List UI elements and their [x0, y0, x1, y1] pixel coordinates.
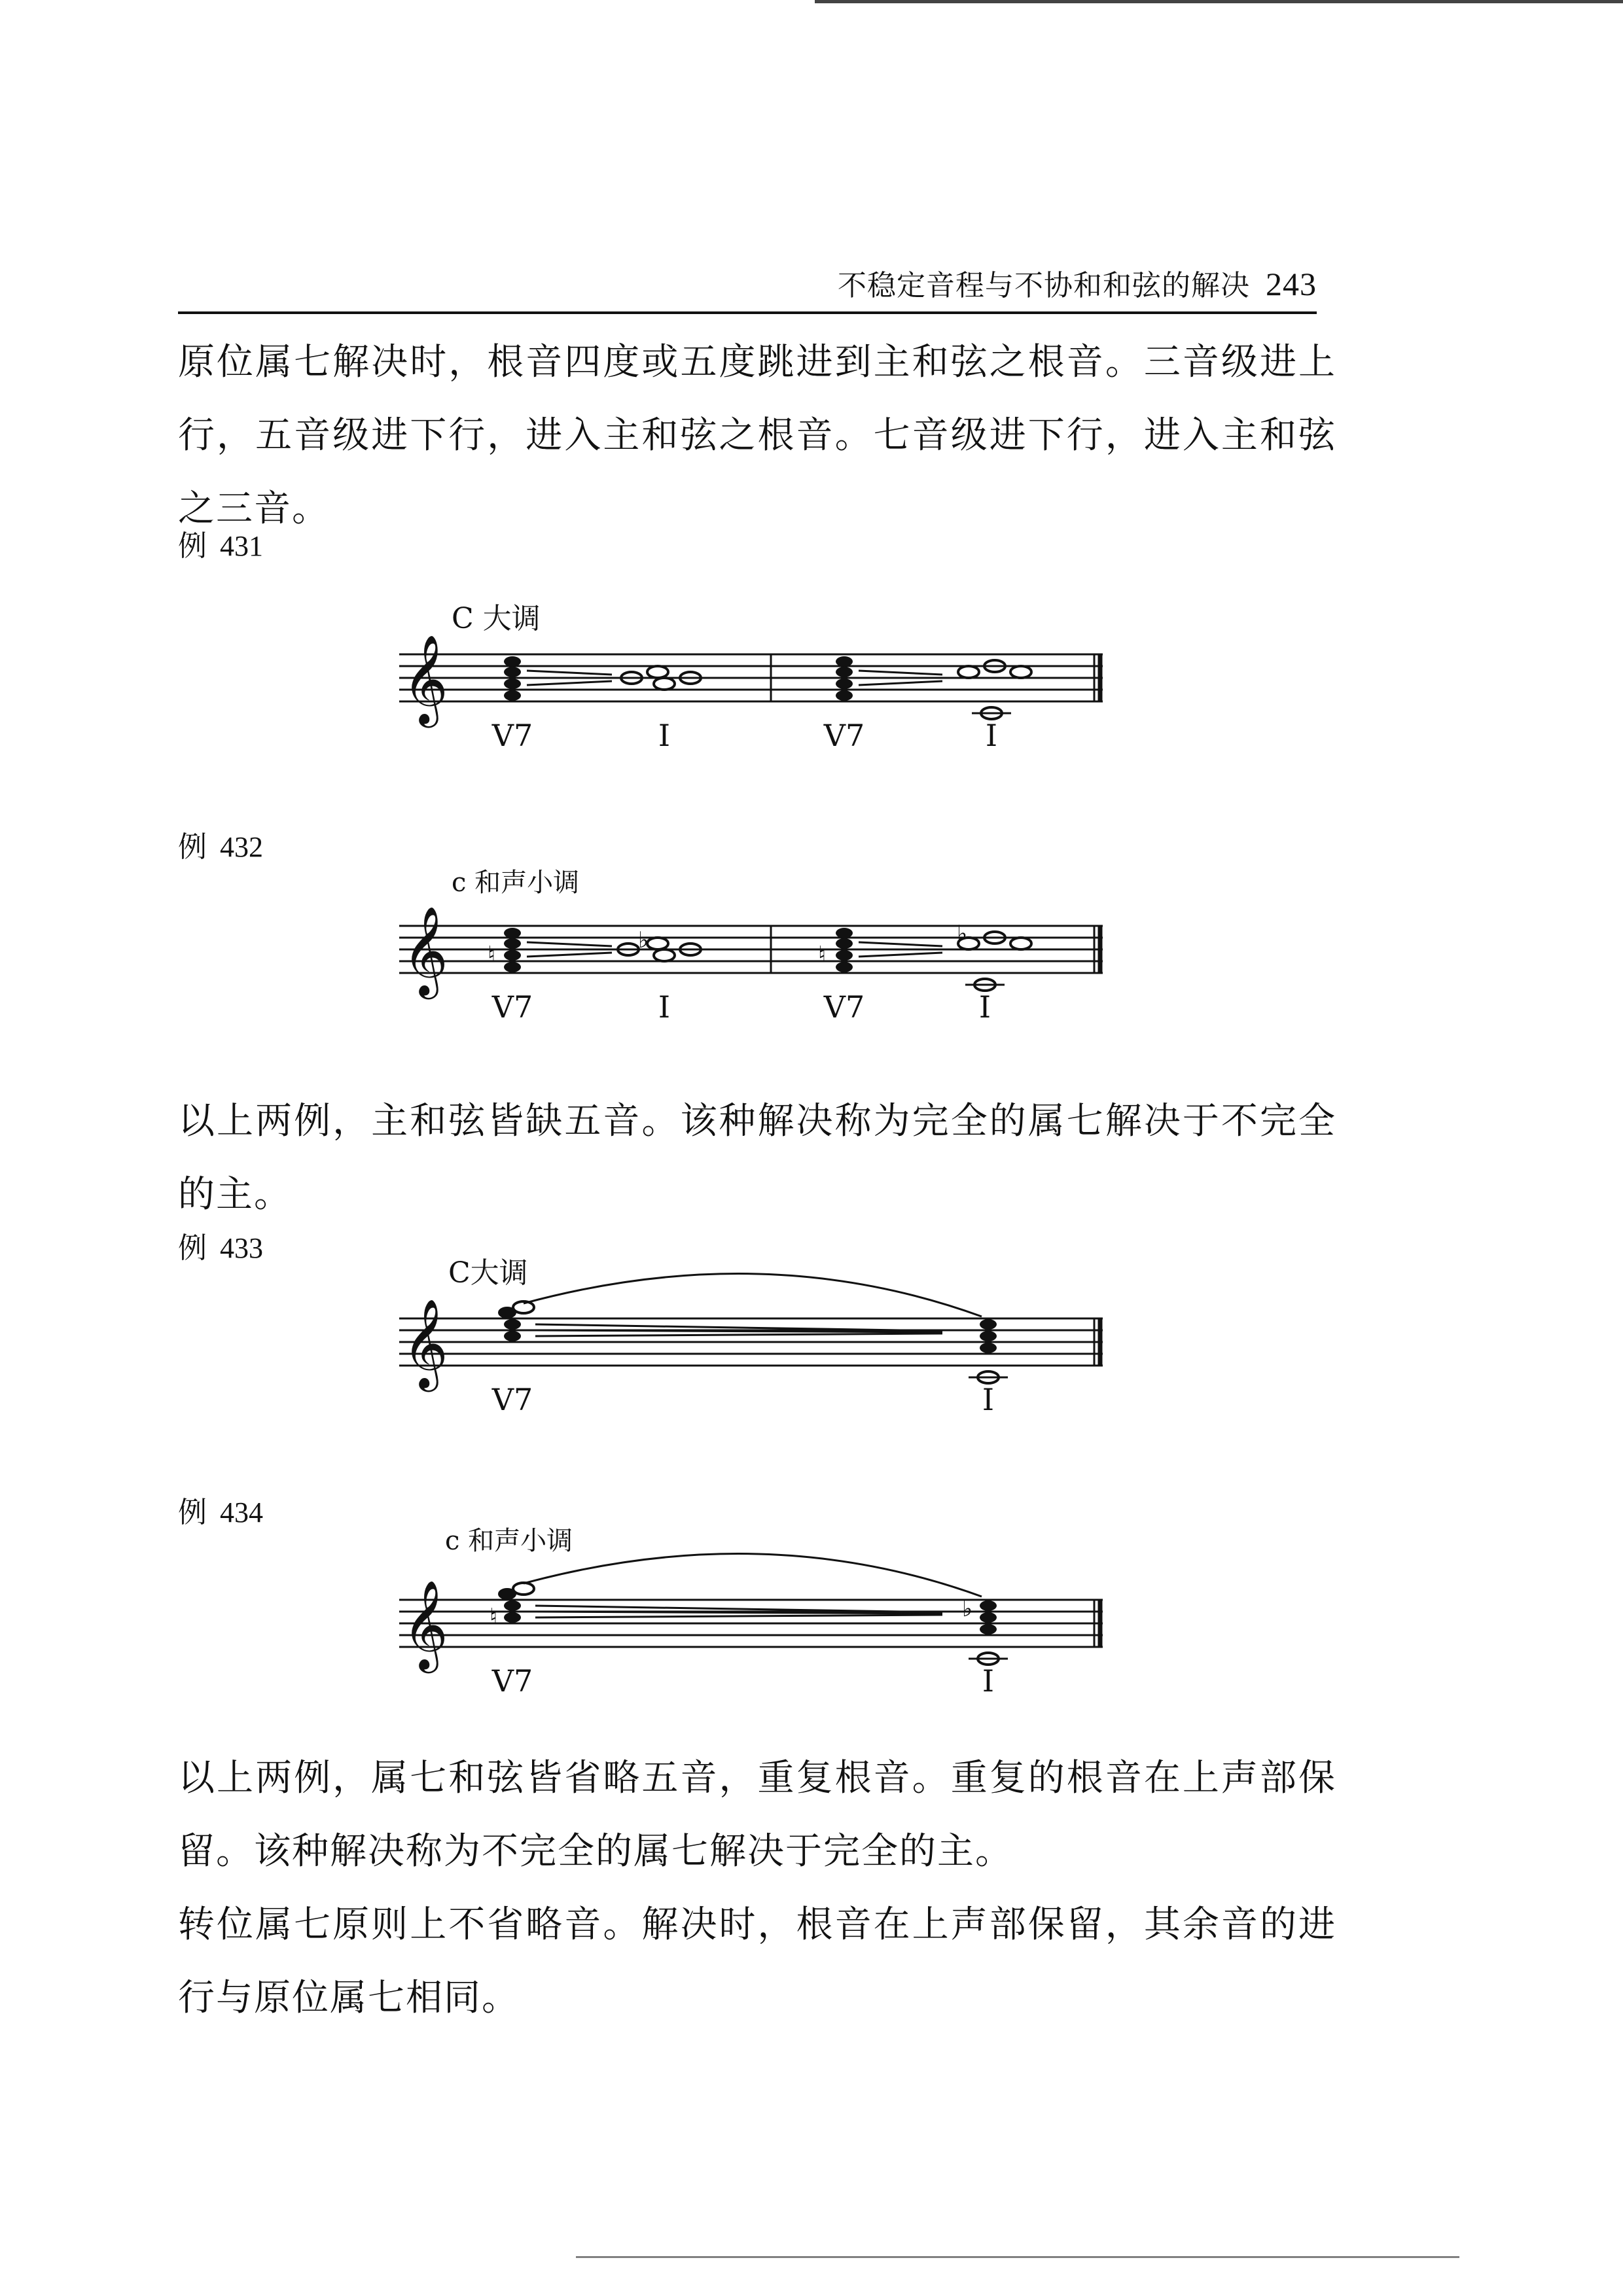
flat-sign-icon: ♭	[638, 927, 649, 953]
header-title: 不稳定音程与不协和和弦的解决	[838, 269, 1250, 302]
treble-clef-icon: 𝄞	[402, 633, 448, 724]
roman-numeral: V7	[491, 1382, 533, 1417]
score-example-432	[0, 851, 1623, 1047]
example-number: 431	[220, 530, 263, 562]
chord-i-stack	[980, 1600, 997, 1634]
example-number: 433	[220, 1232, 263, 1264]
example-label-431	[178, 527, 263, 566]
paragraph-4: 转位属七原则上不省略音。解决时，根音在上声部保留，其余音的进行与原位属七相同。	[178, 1903, 1336, 2019]
resolution-notes	[958, 660, 1031, 678]
roman-numeral: I	[658, 718, 671, 753]
natural-sign-icon: ♮	[818, 942, 827, 968]
key-label: c 和声小调	[452, 868, 580, 898]
roman-numeral: I	[658, 989, 671, 1025]
treble-clef-icon: 𝄞	[402, 905, 448, 995]
resolution-lines	[535, 1324, 942, 1336]
roman-numeral: V7	[491, 989, 533, 1025]
score-example-434	[0, 1525, 1623, 1708]
resolution-lines	[527, 671, 612, 685]
flat-sign-icon: ♭	[957, 921, 968, 947]
resolution-lines	[527, 942, 612, 957]
key-label: C大调	[448, 1256, 528, 1290]
flat-sign-icon: ♭	[962, 1596, 973, 1622]
treble-clef-icon: 𝄞	[402, 1298, 448, 1388]
roman-numeral: I	[985, 718, 998, 753]
top-edge-rule	[815, 0, 1623, 3]
chord-v7-stack	[498, 1301, 534, 1341]
natural-sign-icon: ♮	[490, 1604, 498, 1630]
roman-numeral: I	[982, 1663, 995, 1699]
example-label-char: 例	[178, 1231, 207, 1265]
roman-numeral: V7	[823, 718, 865, 753]
example-label-char: 例	[178, 830, 207, 864]
header-rule	[178, 311, 1317, 314]
roman-numeral: I	[978, 989, 991, 1025]
header-text	[838, 264, 1317, 306]
running-header	[178, 264, 1317, 317]
example-number: 434	[220, 1496, 263, 1528]
roman-numeral: V7	[491, 718, 533, 753]
example-label-char: 例	[178, 529, 207, 563]
paragraph-2: 以上两例，主和弦皆缺五音。该种解决称为完全的属七解决于不完全的主。	[178, 1100, 1336, 1216]
chord-i-stack	[980, 1319, 997, 1353]
tie-arc	[524, 1554, 982, 1597]
paragraph-1: 原位属七解决时，根音四度或五度跳进到主和弦之根音。三音级进上行，五音级进下行，进入主和弦之根音。七音级进下行，进入主和弦之三音。	[178, 341, 1336, 530]
bottom-edge-rule	[576, 2256, 1459, 2258]
roman-numeral: V7	[491, 1663, 533, 1699]
key-label: C 大调	[452, 602, 541, 635]
score-example-433	[0, 1243, 1623, 1426]
resolution-lines	[859, 942, 942, 957]
score-example-431	[0, 589, 1623, 785]
resolution-lines	[859, 671, 942, 685]
tie-arc	[524, 1274, 982, 1316]
example-number: 432	[220, 831, 263, 863]
roman-numeral: I	[982, 1382, 995, 1417]
example-label-char: 例	[178, 1496, 207, 1529]
key-label: c 和声小调	[445, 1526, 573, 1556]
natural-sign-icon: ♮	[488, 942, 496, 968]
chord-v7-stack	[498, 1583, 534, 1623]
page-number: 243	[1266, 266, 1317, 302]
resolution-notes	[958, 932, 1031, 949]
treble-clef-icon: 𝄞	[402, 1579, 448, 1669]
paragraph-3: 以上两例，属七和弦皆省略五音，重复根音。重复的根音在上声部保留。该种解决称为不完全的属七解决于完全的主。	[178, 1757, 1336, 1873]
roman-numeral: V7	[823, 989, 865, 1025]
resolution-lines	[535, 1606, 942, 1617]
